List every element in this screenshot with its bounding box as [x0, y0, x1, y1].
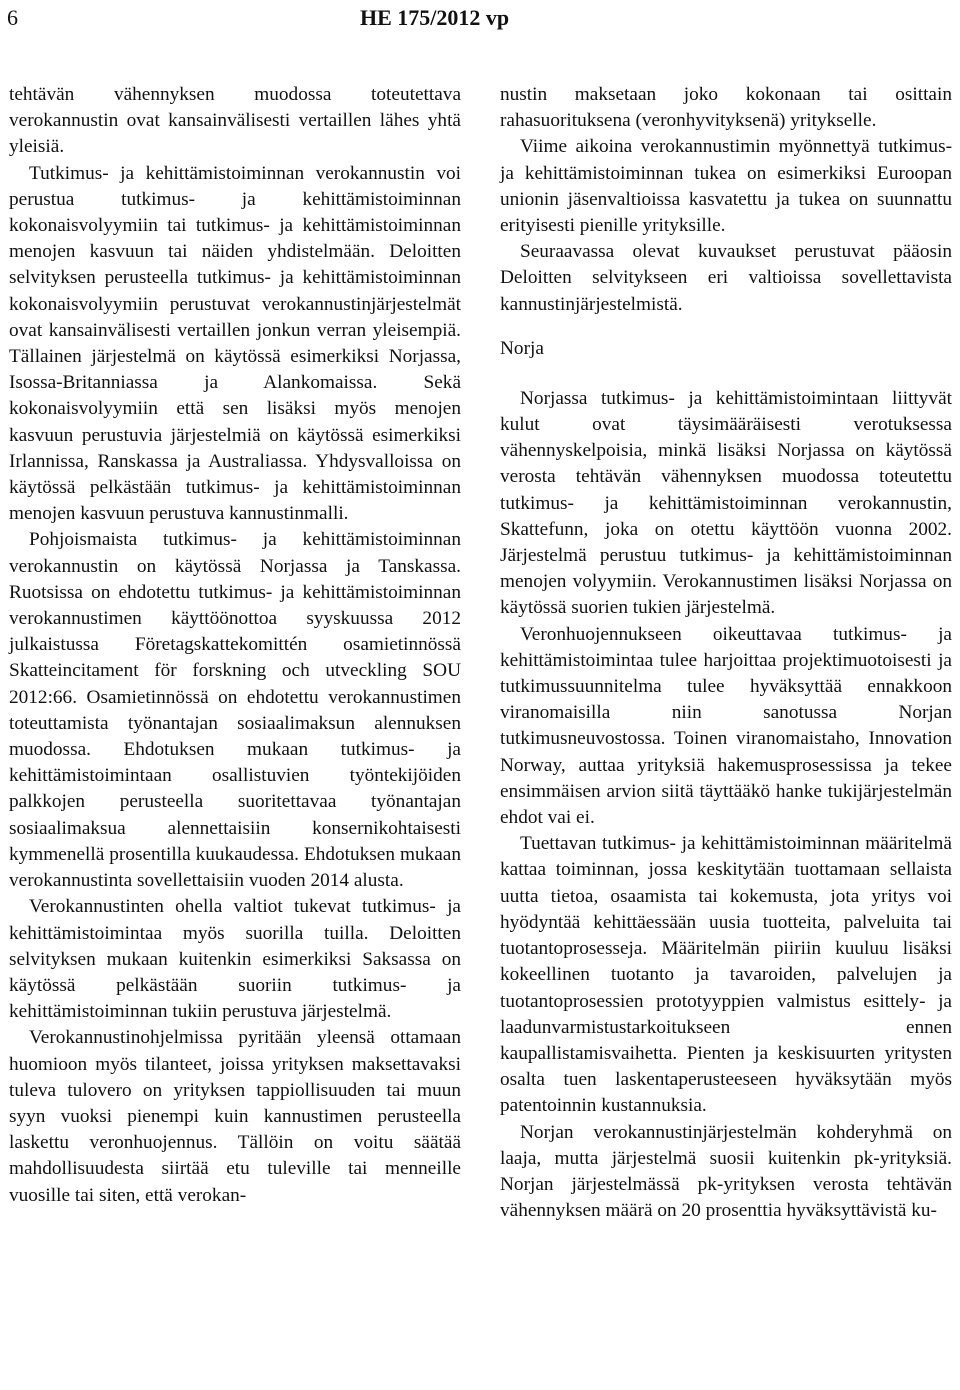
paragraph: Pohjoismaista tutkimus- ja kehittämistoiminnan verokannustin on käytössä Norjassa ja Tanskassa. Ruotsissa on ehdotettu tutkimus- ja kehittämistoiminnan verokannustimen käyttöönottoa syyskuussa 2012 julkaistussa Företagskattekomittén osamietinnössä Skatteincitament för forskning och utveckling SOU 2012:66. Osamietinnössä on ehdotettu verokannustimen toteuttamista työnantajan sosiaalimaksun alennuksen muodossa. Ehdotuksen mukaan tutkimus- ja kehittämistoimintaan osallistuvien työntekijöiden palkkojen perusteella suoritettavaa työnantajan sosiaalimaksua alennettaisiin konsernikohtaisesti kymmenellä prosentilla kuukaudessa. Ehdotuksen mukaan verokannustinta sovellettaisiin vuoden 2014 alusta.: [9, 529, 461, 892]
paragraph: Tuettavan tutkimus- ja kehittämistoiminnan määritelmä kattaa toiminnan, jossa keskitytään tuottamaan sellaista uutta tietoa, osaamista tai kokemusta, jota yritys voi hyödyntää kehittäessään uusia tuotteita, palveluita tai tuotantoprosesseja. Määritelmän piiriin kuuluu lisäksi kokeellinen tuotanto ja tavaroiden, palvelujen ja tuotantoprosessien prototyyppien valmistus esittely- ja laadunvarmistustarkoitukseen ennen kaupallistamisvaihetta. Pienten ja keskisuurten yritysten osalta tuen laskentaperusteeseen hyväksytään myös patentoinnin kustannuksia.: [500, 833, 952, 1117]
paragraph: Tutkimus- ja kehittämistoiminnan verokannustin voi perustua tutkimus- ja kehittämistoiminnan kokonaisvolyymiin tai tutkimus- ja kehittämistoiminnan menojen kasvuun tai näiden yhdistelmään. Deloitten selvityksen perusteella tutkimus- ja kehittämistoiminnan kokonaisvolyymiin perustuvat verokannustinjärjestelmät ovat kansainvälisesti vertaillen jonkun verran yleisempiä. Tällainen järjestelmä on käytössä esimerkiksi Norjassa, Isossa-Britanniassa ja Alankomaissa. Sekä kokonaisvolyymiin että sen lisäksi myös menojen kasvuun perustuvia järjestelmiä on käytössä esimerkiksi Irlannissa, Ranskassa ja Australiassa. Yhdysvalloissa on käytössä pelkästään tutkimus- ja kehittämistoiminnan menojen kasvuun perustuva kannustinmalli.: [9, 162, 461, 525]
paragraph: nustin maksetaan joko kokonaan tai osittain rahasuorituksena (veronhyvityksenä) yritykselle.: [500, 84, 952, 132]
paragraph: Norjan verokannustinjärjestelmän kohderyhmä on laaja, mutta järjestelmä suosii kuitenkin pk-yrityksiä. Norjan järjestelmässä pk-yrityksen verosta tehtävän vähennyksen määrä on 20 prosenttia hyväksyttävistä ku-: [500, 1121, 952, 1222]
right-column: [500, 82, 952, 1224]
document-id: HE 175/2012 vp: [360, 5, 510, 30]
paragraph: Seuraavassa olevat kuvaukset perustuvat pääosin Deloitten selvitykseen eri valtioissa sovellettavista kannustinjärjestelmistä.: [500, 241, 952, 315]
paragraph: Verokannustinohjelmissa pyritään yleensä ottamaan huomioon myös tilanteet, joissa yrityksen maksettavaksi tuleva tulovero on yrityksen tappiollisuuden tai muun syyn vuoksi pienempi kuin kannustimen perusteella laskettu veronhuojennus. Tällöin on voitu säätää mahdollisuudesta siirtää etu tuleville tai menneille vuosille tai siten, että verokan-: [9, 1027, 461, 1206]
paragraph: tehtävän vähennyksen muodossa toteutettava verokannustin ovat kansainvälisesti vertaillen lähes yhtä yleisiä.: [9, 84, 461, 158]
section-heading: Norja: [500, 337, 544, 359]
page-number: 6: [7, 5, 18, 30]
paragraph: Veronhuojennukseen oikeuttavaa tutkimus- ja kehittämistoimintaa tulee harjoittaa projektimuotoisesti ja tutkimussuunnitelma tulee hyväksyttää ennakkoon viranomaisilla niin sanotussa Norjan tutkimusneuvostossa. Toinen viranomaistaho, Innovation Norway, auttaa yrityksiä hakemusprosessissa ja tekee ensimmäisen arvion siitä täyttääkö hanke tukijärjestelmän ehdot vai ei.: [500, 623, 952, 829]
paragraph: Verokannustinten ohella valtiot tukevat tutkimus- ja kehittämistoimintaa myös suorilla tuilla. Deloitten selvityksen mukaan kuitenkin esimerkiksi Saksassa on käytössä pelkästään suoriin tutkimus- ja kehittämistoiminnan tukiin perustuva järjestelmä.: [9, 896, 461, 1023]
left-column: [9, 82, 461, 1209]
page-header: [0, 0, 960, 40]
paragraph: Norjassa tutkimus- ja kehittämistoimintaan liittyvät kulut ovat täysimääräisesti verotuksessa vähennyskelpoisia, minkä lisäksi Norjassa on käytössä verosta tehtävän vähennyksen muodossa toteutettu tutkimus- ja kehittämistoiminnan verokannustin, Skattefunn, joka on otettu käyttöön vuonna 2002. Järjestelmä perustuu tutkimus- ja kehittämistoiminnan menojen volyymiin. Verokannustimen lisäksi Norjassa on käytössä suorien tukien järjestelmä.: [500, 387, 952, 619]
paragraph: Viime aikoina verokannustimin myönnettyä tutkimus- ja kehittämistoiminnan tukea on esimerkiksi Euroopan unionin jäsenvaltioissa kasvatettu ja tukea on suunnattu erityisesti pienille yrityksille.: [500, 136, 952, 237]
